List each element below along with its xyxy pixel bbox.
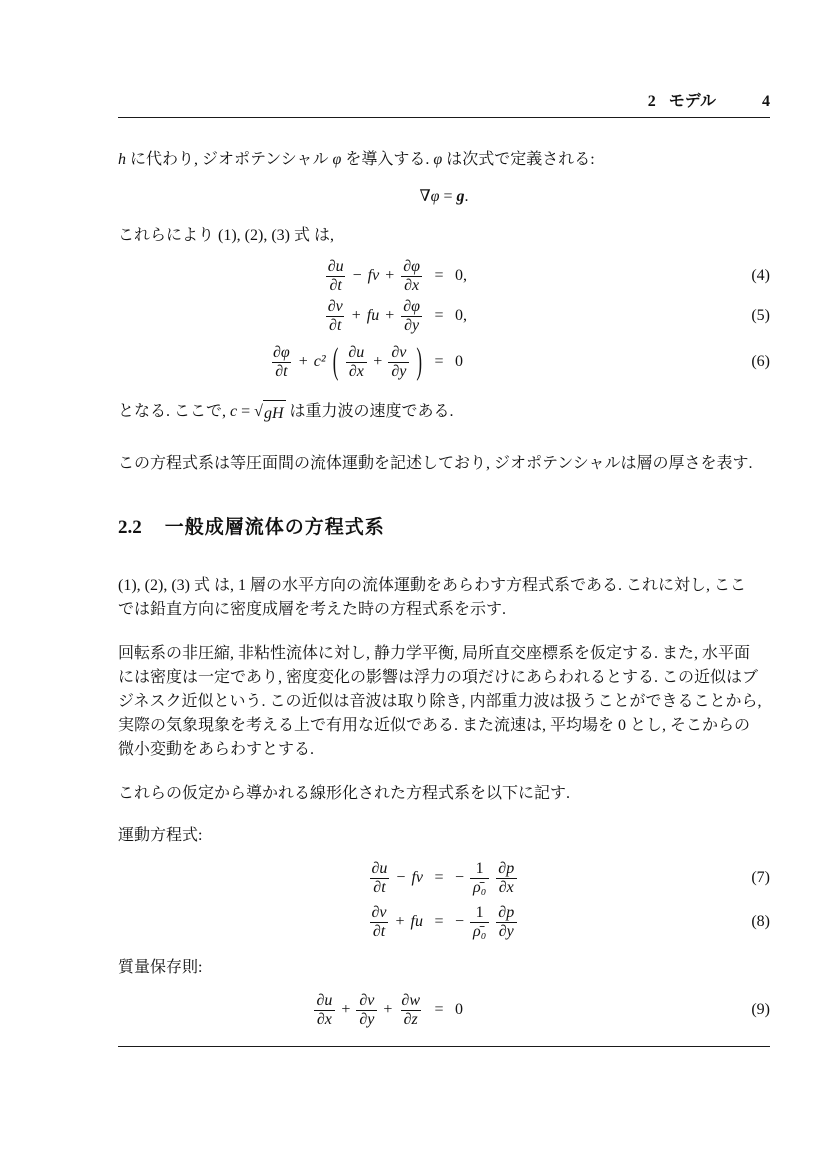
math-fraction (313, 992, 335, 1028)
paragraph-intro (118, 148, 770, 172)
math-fraction (325, 258, 347, 294)
math-variable: φ (433, 151, 443, 168)
text-line (118, 452, 770, 476)
fraction-denominator: ∂y (496, 922, 517, 941)
text-run: − (455, 869, 465, 886)
text-run: − (352, 267, 362, 284)
text-run: となる. ここで, (118, 403, 231, 420)
math-fraction (470, 860, 489, 896)
math-fraction (270, 344, 293, 380)
text-line (118, 224, 770, 248)
page-number: 4 (762, 93, 770, 110)
text-run: − (455, 913, 465, 930)
equation-group-4-6 (118, 256, 770, 388)
fraction-numerator: ∂v (359, 991, 375, 1009)
math-variable: fv (411, 869, 423, 886)
header-section-title: モデル (668, 93, 716, 110)
text-run: 回転系の非圧縮, 非粘性流体に対し, 静力学平衡, 局所直交座標系を仮定する. また, 水平面 (118, 645, 751, 662)
fraction-numerator: ∂w (401, 991, 420, 1009)
radical-sign: √ (254, 403, 263, 420)
page-header (118, 92, 770, 112)
fraction-denominator: ∂x (496, 878, 517, 897)
math-variable: φ (430, 188, 440, 205)
fraction-denominator: ∂x (314, 1010, 335, 1029)
fraction-numerator: ∂φ (403, 257, 420, 275)
fraction-denominator: ∂t (370, 922, 388, 941)
equation-9-lhs (313, 992, 423, 1028)
text-line (118, 738, 770, 762)
fraction-numerator: ∂u (371, 859, 388, 877)
text-run: は次式で定義される: (442, 151, 595, 168)
math-fraction (398, 992, 423, 1028)
fraction-numerator: 1 (475, 859, 484, 877)
fraction-denominator: ∂t (326, 276, 344, 295)
equation-4 (118, 256, 770, 296)
big-paren: ) (416, 340, 422, 382)
equation-geopotential (118, 186, 770, 208)
text-run: + (383, 1001, 393, 1018)
equation-4-number: (4) (751, 267, 770, 284)
section-number: 2.2 (118, 517, 142, 538)
header-section-number: 2 (647, 93, 656, 110)
equation-6-lhs (270, 340, 423, 382)
text-run: + (385, 307, 395, 324)
text-run: 微小変動をあらわすとする. (118, 741, 315, 758)
sqrt-expression (254, 400, 285, 426)
equation-6 (118, 336, 770, 388)
equation-7-lhs (369, 860, 423, 896)
fraction-numerator: ∂p (498, 903, 515, 921)
text-line (118, 690, 770, 714)
text-run: を導入する. (341, 151, 434, 168)
text-line (118, 148, 770, 172)
math-variable: fv (367, 267, 380, 284)
math-variable: h (118, 151, 126, 168)
fraction-numerator: ∂p (498, 859, 515, 877)
equation-7 (118, 856, 770, 900)
text-run: には密度は一定であり, 密度変化の影響は浮力の項だけにあらわれるとする. この近似はブ (118, 669, 759, 686)
text-run: = (237, 403, 255, 420)
footer-rule (118, 1046, 770, 1047)
text-line (118, 574, 770, 598)
text-line (118, 598, 770, 622)
math-fraction (400, 258, 423, 294)
radicand: gH (263, 400, 286, 426)
equation-9-rhs (455, 1001, 463, 1019)
fraction-denominator: ∂y (356, 1010, 377, 1029)
text-line (118, 666, 770, 690)
text-run: + (395, 913, 405, 930)
text-run: − (396, 869, 406, 886)
section-heading (118, 514, 770, 542)
text-line (118, 400, 770, 426)
text-run: (1), (2), (3) 式 は, 1 層の水平方向の流体運動をあらわす方程式系である. これに対し, ここ (118, 577, 746, 594)
text-run: ジネスク近似という. この近似は音波は取り除き, 内部重力波は扱うことができることから, (118, 693, 762, 710)
fraction-numerator: ∂v (327, 297, 343, 315)
equals-sign: = (434, 913, 444, 930)
math-variable: c² (313, 353, 326, 370)
fraction-denominator: ∂t (326, 316, 344, 335)
equals-sign: = (434, 267, 444, 284)
fraction-denominator: ρ̄₀ (470, 922, 489, 941)
fraction-denominator: ∂t (370, 878, 388, 897)
text-run: これらの仮定から導かれる線形化された方程式系を以下に記す. (118, 785, 571, 802)
text-line (118, 714, 770, 738)
text-run: 0, (455, 307, 467, 324)
math-fraction (325, 298, 346, 334)
text-line (118, 642, 770, 666)
math-variable: c (230, 403, 238, 420)
math-fraction (345, 344, 367, 380)
equation-7-number: (7) (751, 869, 770, 886)
math-fraction (369, 904, 390, 940)
equation-5-lhs (325, 298, 423, 334)
fraction-numerator: ∂φ (403, 297, 420, 315)
paragraph-description (118, 452, 770, 476)
fraction-numerator: ∂u (316, 991, 333, 1009)
text-run: 実際の気象現象を考える上で有用な近似である. また流速は, 平均場を 0 とし, そこからの (118, 717, 751, 734)
fraction-numerator: ∂u (348, 343, 365, 361)
equals-sign: = (434, 869, 444, 886)
equation-group-7-8 (118, 856, 770, 944)
math-vector: g (456, 188, 465, 205)
equation-8 (118, 900, 770, 944)
math-variable: φ (332, 151, 342, 168)
equation-5 (118, 296, 770, 336)
equation-6-rhs (455, 353, 463, 371)
paragraph-linearized (118, 782, 770, 806)
page-content (118, 0, 770, 1047)
equation-9-number: (9) (751, 1001, 770, 1018)
text-run: に代わり, ジオポテンシャル (126, 151, 333, 168)
equals-sign: = (434, 307, 444, 324)
equals-sign: = (434, 1001, 444, 1018)
fraction-numerator: ∂u (327, 257, 344, 275)
section-title: 一般成層流体の方程式系 (164, 517, 385, 538)
equation-9 (118, 988, 770, 1032)
text-run: この方程式系は等圧面間の流体運動を記述しており, ジオポテンシャルは層の厚さを表す. (118, 455, 753, 472)
equals-sign: = (434, 353, 444, 370)
text-run: 0, (455, 267, 467, 284)
fraction-numerator: 1 (475, 903, 484, 921)
mass-conservation-label: 質量保存則: (118, 959, 203, 976)
fraction-denominator: ∂x (346, 362, 367, 381)
fraction-denominator: ρ̄₀ (470, 878, 489, 897)
equation-5-number: (5) (751, 307, 770, 324)
big-paren: ( (332, 340, 339, 382)
text-run: 0 (455, 1001, 463, 1018)
text-run: + (298, 353, 308, 370)
math-fraction (400, 298, 423, 334)
text-run: 0 (455, 353, 463, 370)
text-line (118, 782, 770, 806)
paragraph-thus (118, 400, 770, 426)
equation-5-rhs (455, 307, 467, 325)
math-variable: fu (366, 307, 380, 324)
header-section (648, 92, 716, 112)
fraction-denominator: ∂t (272, 362, 290, 381)
equation-group-9 (118, 988, 770, 1032)
paragraph-section-intro (118, 574, 770, 622)
text-run: + (351, 307, 361, 324)
math-variable: fu (410, 913, 423, 930)
fraction-denominator: ∂y (401, 316, 422, 335)
math-fraction (470, 904, 489, 940)
fraction-numerator: ∂v (371, 903, 387, 921)
math-fraction (356, 992, 377, 1028)
text-run: は重力波の速度である. (285, 403, 454, 420)
text-run: + (373, 353, 383, 370)
text-run: ∇ (419, 188, 431, 205)
equation-8-rhs (455, 904, 517, 940)
text-run: + (341, 1001, 351, 1018)
fraction-numerator: ∂v (391, 343, 407, 361)
paragraph-leadin (118, 224, 770, 248)
math-fraction (495, 860, 517, 896)
text-run: + (385, 267, 395, 284)
math-fraction (495, 904, 517, 940)
motion-equations-label: 運動方程式: (118, 827, 203, 844)
fraction-denominator: ∂x (401, 276, 422, 295)
equation-8-number: (8) (751, 913, 770, 930)
paragraph-assumptions (118, 642, 770, 762)
text-run: = (439, 188, 457, 205)
equation-4-lhs (325, 258, 423, 294)
equation-4-rhs (455, 267, 467, 285)
fraction-denominator: ∂z (401, 1010, 421, 1029)
fraction-numerator: ∂φ (273, 343, 290, 361)
math-fraction (369, 860, 391, 896)
fraction-denominator: ∂y (388, 362, 409, 381)
text-run: では鉛直方向に密度成層を考えた時の方程式系を示す. (118, 601, 507, 618)
text-run: これらにより (1), (2), (3) 式 は, (118, 227, 334, 244)
text-run: . (464, 188, 469, 205)
equation-8-lhs (369, 904, 424, 940)
equation-6-number: (6) (751, 353, 770, 370)
equation-7-rhs (455, 860, 517, 896)
header-rule (118, 117, 770, 118)
math-fraction (388, 344, 409, 380)
